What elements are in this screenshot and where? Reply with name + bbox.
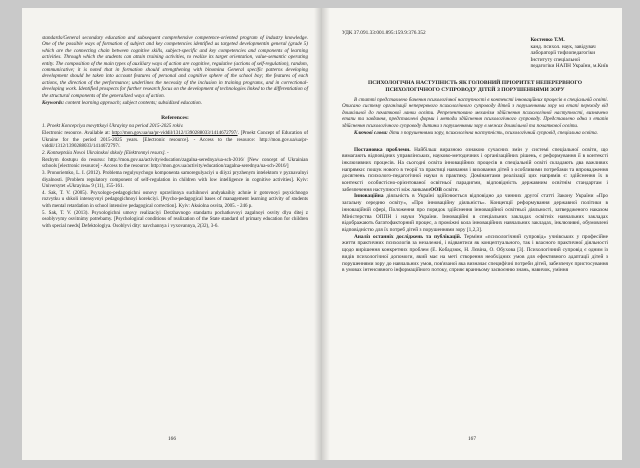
reference-4: 4. Sak, T. V. (2005). Psyxologo-pedagogichni osnovy upravlinnya suchihnovi andyakaihiy achnie ir gotovnoyi psyxichnogo rozvytku u shkoli intensyvnyi pedagogichnoyi korekciyi. [Psycho-pedagogical bases of management learning activity of students with mental retardation in school intensive pedagogical correction]. Kyiv: Aksiolna osvita, 2005. - 246 p. <box>42 191 308 209</box>
paragraph-problem-text: Найбільш виразною ознакою сучасних змін у системі спеціальної освіти, що вимагають відповідних управлінських, науково-методичних і організаційних рішень, є реформування її в контексті інклюзивних процесів. На сьогодні освіта інноваційних процесів в спеціальній освіті складають два важливих напрямки: пошук нового в теорії та практиці навчання і виховання дітей з особливими потребами та впровадження досягнень психолого-педагогічної науки в практику. Домінантами реалізації цих напрямів є: здійснення їх в контексті особистісно-орієнтованої освітньої парадигми, відповідність державним освітнім стандартам і забезпечення наступності між ланками <box>342 146 608 193</box>
reference-1-link[interactable]: http://mon.gov.ua/ua/pr-viddil/1312/1390288033/1414672797/ <box>111 131 238 137</box>
paragraph-problem <box>342 147 608 194</box>
paragraph-problem-mark: ООВ <box>430 186 442 193</box>
keywords-line <box>42 100 308 106</box>
reference-1-available: Electronic resource. Available at: <box>42 131 111 137</box>
paragraph-problem-lead: Постановка проблеми. <box>354 146 411 153</box>
ukrainian-abstract: В статті представлено бачення психологічної наступності в контексті інноваційних процесів в спеціальній освіті. Описано систему організації неперервного психологічного супроводу дітей з порушеннями зору на етапі переходу від дошкільної до початкової ланки освіти. Репрезентовано механізм здійснення психологічної наступності, визначено етапи та завдання, представлені форми і методи здійснення психологічного супроводу. Представлено одна з етапів здійснення психологічного супроводу дитини з порушеннями зору в межах дошкільної та початкової освіти. <box>342 96 608 129</box>
author-organization: педагогіки НАПН України, м.Київ <box>530 63 608 70</box>
reference-1-description: . [Proekt Concept of Education of Ukraine for the period 2015-2025 years. [Electronic resource]. - Access to the resource: http://mon.gov.ua/ua/pr-viddil/1312/1390288033/1414672797/. <box>42 131 309 150</box>
reference-2-detail: Rezhym dostupu do resursu: http://mon.gov.ua/activity/education/zagalna-serednya/ua-sch-2016/ [New concept of Ukrainian schools [electronic resource] - Access to the resource: http://mon.gov.ua/activity/education/zagalna-serednya/ua-sch-2016/] <box>42 158 308 170</box>
author-name: Костенко Т.М. <box>530 37 565 43</box>
paragraph-innovation <box>342 193 608 233</box>
left-page <box>22 8 322 460</box>
paragraph-analysis <box>342 234 608 274</box>
ukrainian-keywords-label: Ключові слова: <box>354 130 388 137</box>
book-spread <box>22 8 622 460</box>
ukrainian-keywords <box>342 130 608 137</box>
author-degree: канд. психол. наук, завідувач <box>530 43 596 50</box>
author-block <box>342 37 608 70</box>
paragraph-analysis-lead: Аналіз останніх досліджень та публікацій. <box>354 233 462 240</box>
author-institute: Інституту спеціальної <box>530 56 580 63</box>
reference-5: 5. Sak, T. V. (2013). Psyxologichni umovy realizaciyi Derzhavnogo standartu pochatkovoyi zagalnoyi osvity dlya ditej z osoblyvymy osvitnimy potrebamy. [Psychological conditions of realization of the State standard of primary education for children with special needs] Defektologiya. Osoblyvi dity: navchannya i vyxovannya, 2(32), 3-6. <box>42 210 308 229</box>
paragraph-analysis-text: Терміни «психологічний супровід» учнівських у професійне життя практичних психологів за незалежні, і відвантися як концептуального, так і власного практичної діяльності щодо вирішення конкретних проблем (Е. Кобадзюк, Н. Лєвіна, О. Обухова [3]. Психологічний супровід є одним із видів психологічної допомоги, який має на меті створення необхідних умов для ефективного адаптації дітей з порушеннями зору до навчальних умов, пов'язаної яка визначає специфічні потреби дітей, забезпечує пристосування в умовах інтенсивного інформаційного потоку, сприяє вранньому засвоєнню знань, навичок, уміння <box>342 233 608 274</box>
right-page <box>322 8 622 460</box>
references-title: References: <box>161 115 189 122</box>
udc-code: УДК 37.091.33:001.895:159.9:376.352 <box>342 30 426 36</box>
paragraph-innovation-text: діяльність в Україні здійснюється відповідно до чинних другої статті Закону України «Про загальну середню освіту», «Про інноваційну діяльність». Концепції реформування державної політики в інноваційній сфері, Положення про порядок здійснення інноваційної освітньої діяльності, затвердженого наказом Міністерства ОППН і науки України. Інноваційні в спеціальних закладах освітніх навчальних закладах відображають багатофакторний процес, а проміжні кола інноваційних навчальних закладах, інклюзивні, обумовлені відповідністю для їх потреб дітей з порушеннями зору [1,2,3]. <box>342 193 608 233</box>
author-department: лабораторії тифлопедагогіки <box>530 50 596 57</box>
left-gutter-shadow <box>314 8 322 460</box>
reference-3: 3. Pronoriemko, L. I. (2012). Problema regulyuychogo komponenta samoregulyaciyi u diiyzi pryzhenym intelektom v pyznavalnyi diyalnosti. [Problem regulatory component of self-regulation in children with low intelligence in cognitive activities]. Kyiv: Universytet «Ukrayina» 9 (11), 155-161. <box>42 171 308 190</box>
paragraph-problem-end: освіти. <box>441 186 459 193</box>
right-gutter-shadow <box>322 8 330 460</box>
right-page-number: 167 <box>468 436 476 442</box>
keywords-label: Keywords: <box>42 100 65 107</box>
article-title: ПСИХОЛОГІЧНА НАСТУПНІСТЬ ЯК ГОЛОВНИЙ ПРІОРИТЕТ НЕПЕРЕРВНОГО ПСИХОЛОГІЧНОГО СУПРОВОДУ ДІТЕЙ З ПОРУШЕННЯМИ ЗОРУ <box>367 79 583 93</box>
keywords-text: content learning approach; subject contents; subsidized education. <box>64 100 202 107</box>
paragraph-innovation-lead: Інноваційна <box>354 193 384 200</box>
reference-2: 2. Kontseptsiia Novoi Ukrainskoi shkoly [Elektronnyi resurs]. - <box>42 151 169 157</box>
reference-1-detail <box>42 131 308 150</box>
english-abstract: standards/General secondary education and subsequent comprehensive competence-oriented program of industry knowledge. One of the possible ways of formation of subject and key competencies identified us targeted developmentin general (grade 5) which are the connecting chain between cognitive skills, subject-specific and key competencies and components of learning activities. Through which the students can attain training activities, to realize its target orientation, value-semantic operating entity. The composition of the main types of auxiliary ways of action are cognitive, regulative (actions of self-regulation), random, communicative; it is noted that in formation should strengthening with binomina General specific patterns developing development should be taken into account features of personal and cognitive sphere of the school boy; the features of each actions, the direction of the performance; underlines the necessity of the inclusion in training programs, and in correctional-developing work. Identified prospects for further research focus on the development of technologies linked to the differentiation of the structural components of the generalized ways of action. <box>42 35 308 99</box>
ukrainian-keywords-text: діти з порушеннями зору, психологічна наступність, психологічний супровід, спеціальна освіта. <box>387 130 598 137</box>
reference-1-title: 1. Proekt Koncepciya movyttkoyi Ukrayiny na period 2015-2025 rokiv. <box>42 124 184 130</box>
left-page-number: 166 <box>168 436 176 442</box>
